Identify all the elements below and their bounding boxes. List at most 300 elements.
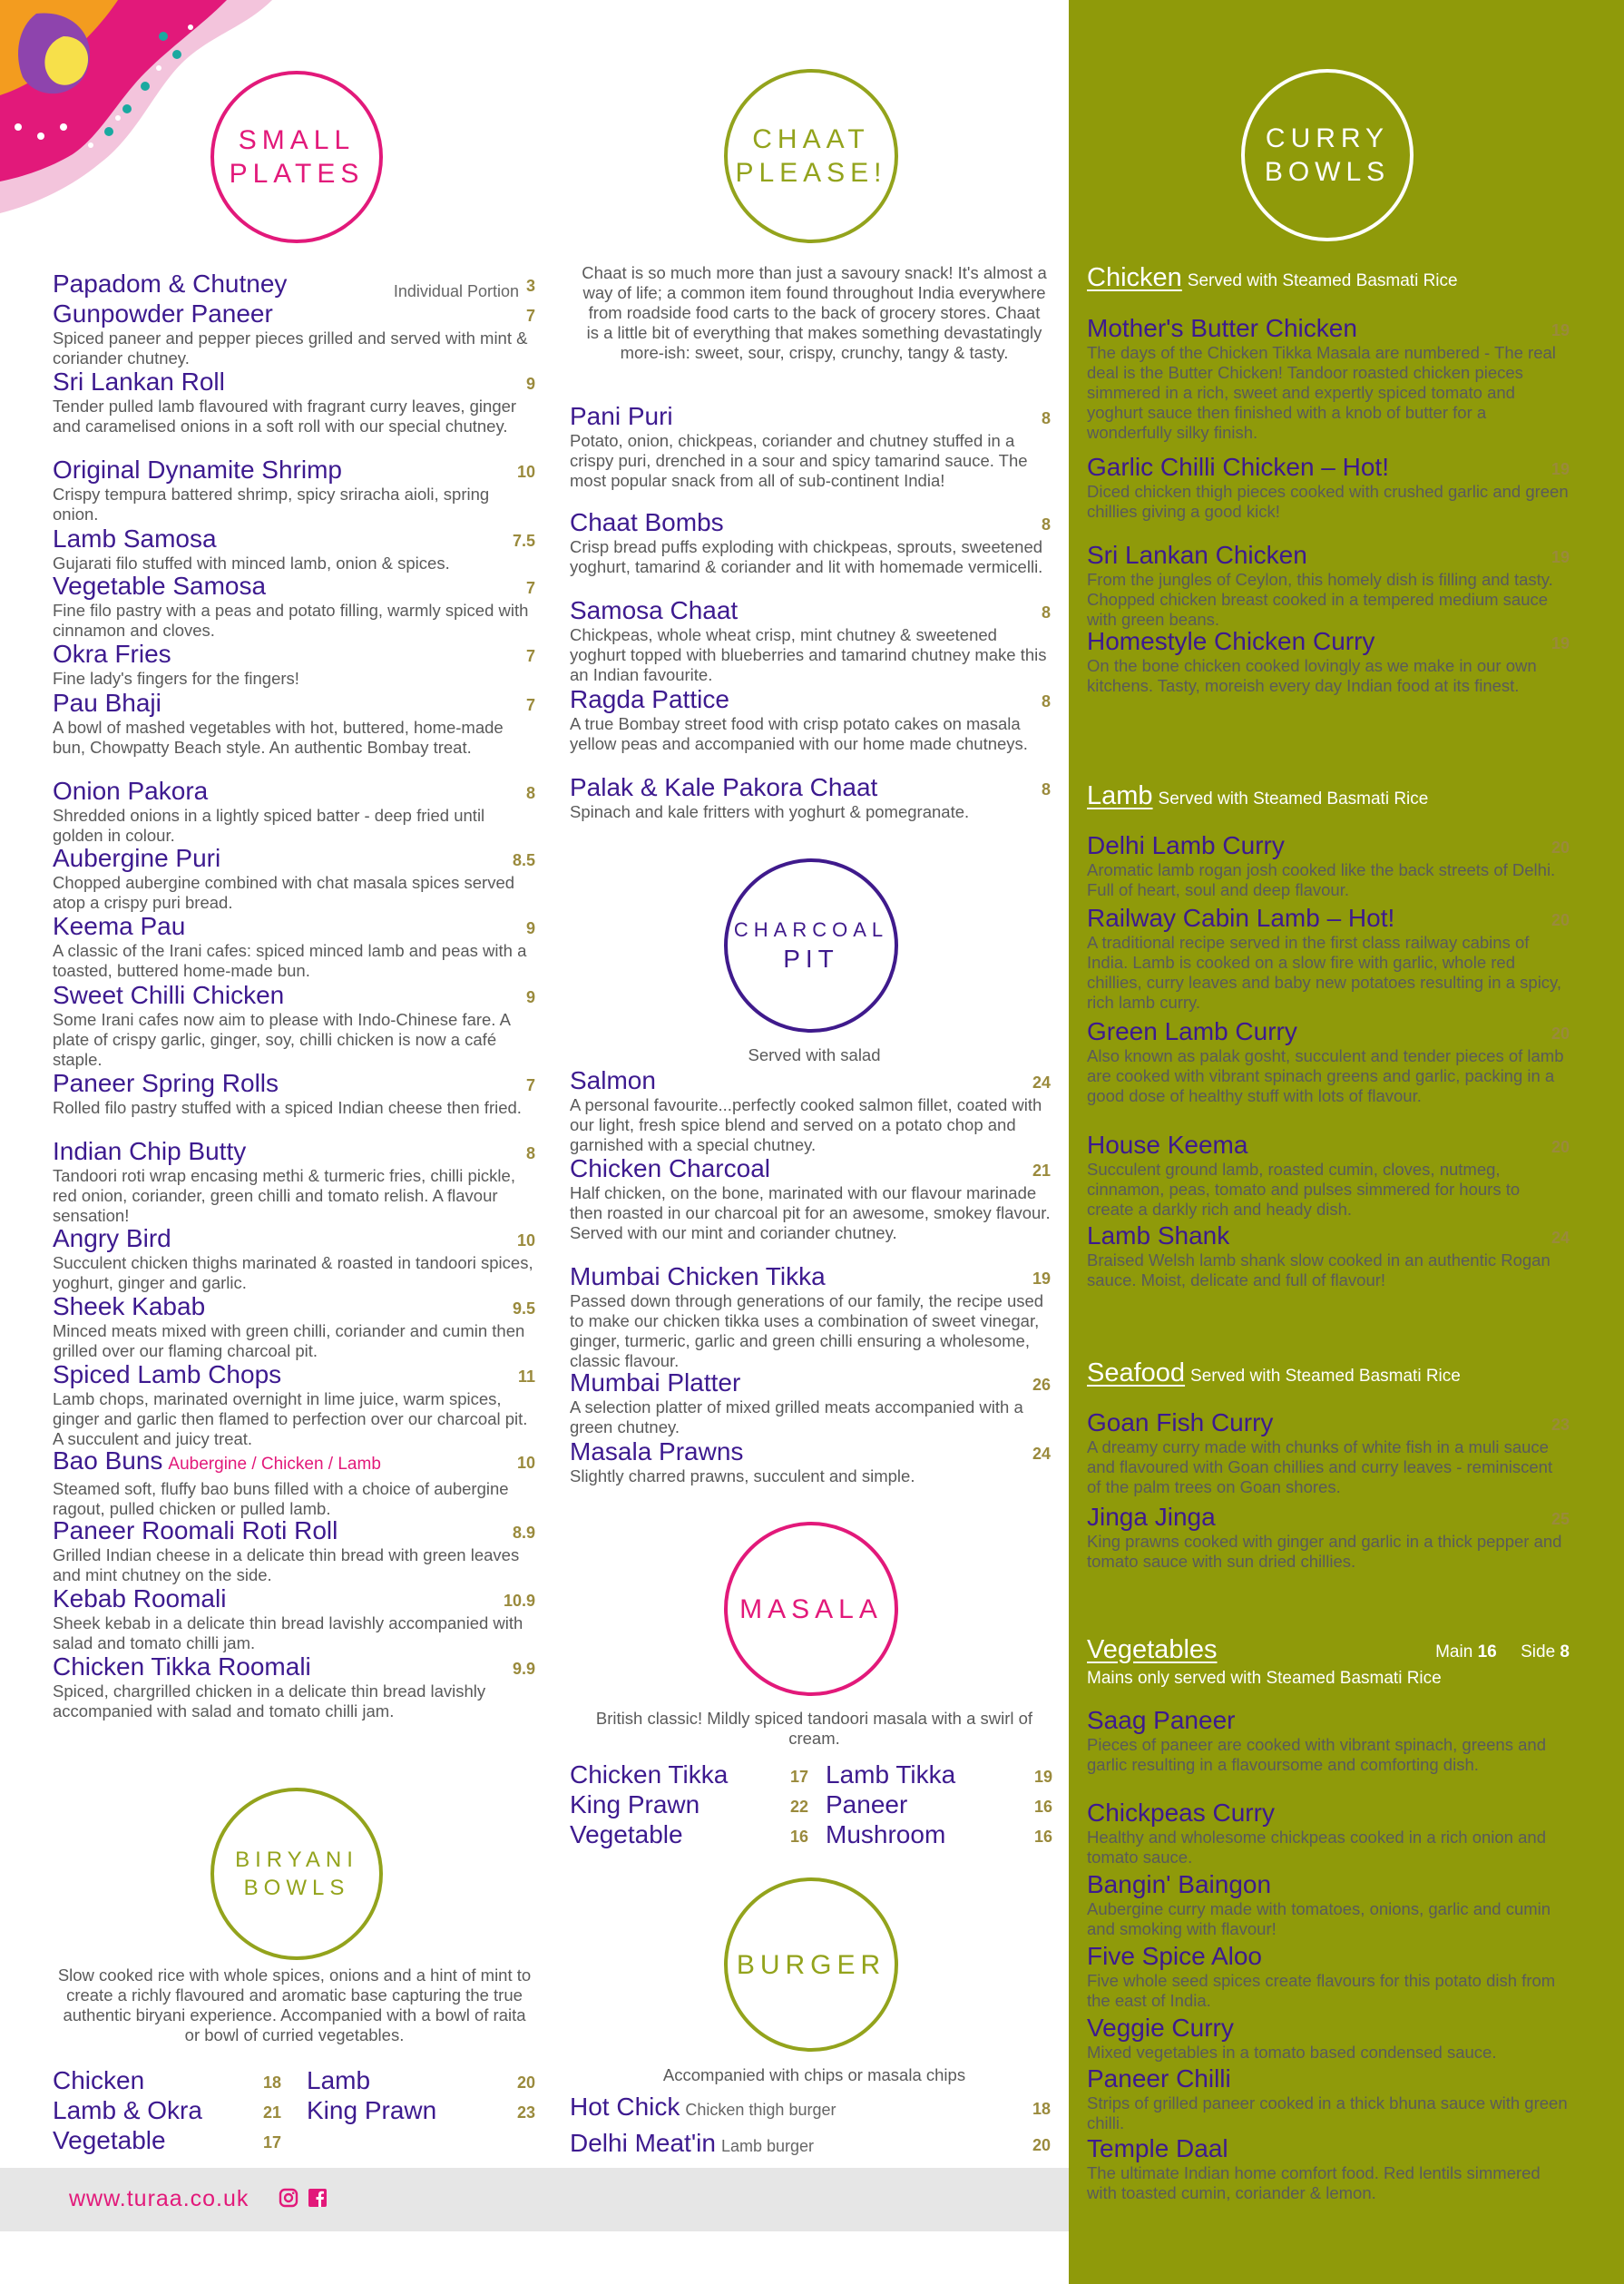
item-price: 24 — [1032, 1445, 1051, 1463]
item-description: Aromatic lamb rogan josh cooked like the back streets of Delhi. Full of heart, soul and deep flavour. — [1087, 860, 1556, 899]
menu-item — [53, 777, 535, 846]
item-price: 23 — [516, 2103, 535, 2122]
item-name: King Prawn — [307, 2096, 437, 2124]
menu-item — [53, 689, 535, 758]
item-name — [570, 1262, 1051, 1291]
item-price: 19 — [1033, 1768, 1052, 1786]
curry-bowls-badge: CURRY BOWLS — [1241, 69, 1414, 241]
item-description: Mixed vegetables in a tomato based condensed sauce. — [1087, 2043, 1497, 2062]
item-name-text: Paneer Chilli — [1087, 2064, 1231, 2093]
item-name-text: Sri Lankan Chicken — [1087, 541, 1307, 569]
item-description: Some Irani cafes now aim to please with Indo-Chinese fare. A plate of crispy garlic, ginger, soy, chilli chicken is now a café staple. — [53, 1010, 510, 1069]
item-price: 20 — [1551, 838, 1570, 857]
item-price: 8 — [1041, 780, 1051, 799]
chaat-please-badge: CHAAT PLEASE! — [724, 69, 898, 243]
item-price: 20 — [1551, 1024, 1570, 1043]
item-description: A dreamy curry made with chunks of white fish in a muli sauce and flavoured with Goan chillies and curry leaves - reminiscent of the palm trees on Goan shores. — [1087, 1437, 1553, 1496]
item-name-text: Veggie Curry — [1087, 2014, 1234, 2042]
item-description: Strips of grilled paneer cooked in a thick bhuna sauce with green chilli. — [1087, 2093, 1568, 2132]
item-name — [53, 640, 535, 669]
item-price: 10 — [516, 463, 535, 481]
item-price: 16 — [1033, 1798, 1052, 1816]
menu-item — [53, 299, 535, 368]
menu-item — [570, 1820, 808, 1849]
menu-item — [53, 1069, 535, 1118]
menu-item — [1087, 2064, 1570, 2133]
item-price: 10 — [516, 1231, 535, 1250]
item-name — [1087, 2064, 1570, 2093]
item-name-text: Railway Cabin Lamb – Hot! — [1087, 904, 1395, 932]
facebook-icon[interactable] — [308, 2188, 328, 2208]
item-price: 23 — [1551, 1416, 1570, 1434]
item-price: 18 — [262, 2073, 281, 2092]
menu-item — [1087, 541, 1570, 630]
item-description: A classic of the Irani cafes: spiced minced lamb and peas with a toasted, buttered home-made bun. — [53, 941, 527, 980]
menu-item — [570, 1154, 1051, 1243]
small-plates-badge: SMALL PLATES — [210, 71, 383, 243]
item-name: Mushroom — [826, 1820, 946, 1848]
item-price: 8 — [525, 1144, 535, 1162]
item-name-text: Okra Fries — [53, 640, 171, 668]
item-description: On the bone chicken cooked lovingly as we make in our own kitchens. Tasty, moreish every day Indian food at its finest. — [1087, 656, 1537, 695]
item-name-text: Lamb Shank — [1087, 1221, 1230, 1250]
item-price: 16 — [789, 1828, 808, 1846]
biryani-intro: Slow cooked rice with whole spices, onions and a hint of mint to create a richly flavoured and aromatic base capturing the true authentic biryani experience. Accompanied with a bowl of raita or bowl of curried vegetables. — [57, 1965, 532, 2044]
item-description: Succulent ground lamb, roasted cumin, cloves, nutmeg, cinnamon, peas, tomato and pulses simmered for hours to create a darkly rich and heady dish. — [1087, 1160, 1521, 1219]
item-description: Potato, onion, chickpeas, coriander and chutney stuffed in a crispy puri, drenched in a sour and spicy tamarind sauce. The most popular snack from all of sub-continent India! — [570, 431, 1028, 490]
item-name — [53, 1137, 535, 1166]
menu-item — [570, 773, 1051, 822]
menu-item — [307, 2096, 535, 2125]
masala-badge: MASALA — [724, 1522, 898, 1696]
item-name — [570, 1437, 1051, 1466]
menu-item — [570, 508, 1051, 577]
menu-item — [53, 2066, 281, 2095]
item-description: Rolled filo pastry stuffed with a spiced Indian cheese then fried. — [53, 1098, 522, 1117]
item-price: 20 — [1032, 2136, 1051, 2154]
menu-item — [1087, 1870, 1570, 1939]
item-name-text: Sweet Chilli Chicken — [53, 981, 285, 1009]
item-description: Five whole seed spices create flavours for this potato dish from the east of India. — [1087, 1971, 1556, 2010]
item-price: 9 — [525, 375, 535, 393]
item-name-text: Chaat Bombs — [570, 508, 724, 536]
item-description: Chickpeas, whole wheat crisp, mint chutney & sweetened yoghurt topped with blueberries and tamarind chutney make this an Indian favourite. — [570, 625, 1047, 684]
item-name-text: Pani Puri — [570, 402, 673, 430]
item-description: Chopped aubergine combined with chat masala spices served atop a crispy puri bread. — [53, 873, 515, 912]
item-description: Tender pulled lamb flavoured with fragrant curry leaves, ginger and caramelised onions in a soft roll with our special chutney. — [53, 397, 517, 436]
item-name — [53, 912, 535, 941]
item-name-text: Salmon — [570, 1066, 656, 1094]
item-price: 7 — [525, 647, 535, 665]
menu-item — [1087, 1799, 1570, 1867]
item-name-text: Ragda Pattice — [570, 685, 729, 713]
menu-item — [570, 1262, 1051, 1371]
item-name — [1087, 1942, 1570, 1971]
menu-item — [826, 1820, 1052, 1849]
item-price: 26 — [1032, 1376, 1051, 1394]
item-name — [570, 1066, 1051, 1095]
section-subtitle: Mains only served with Steamed Basmati Rice — [1087, 1669, 1442, 1688]
item-name — [53, 1584, 535, 1613]
menu-item — [1087, 2134, 1570, 2203]
item-name — [1087, 1017, 1570, 1046]
section-title: Vegetables — [1087, 1635, 1218, 1664]
item-note: Individual Portion — [393, 282, 519, 300]
menu-item — [53, 270, 535, 299]
item-name-text: Vegetable Samosa — [53, 572, 267, 600]
item-name-text: Kebab Roomali — [53, 1584, 227, 1613]
item-name — [53, 299, 535, 328]
item-name-text: Sheek Kabab — [53, 1292, 206, 1320]
item-name-text: Original Dynamite Shrimp — [53, 456, 342, 484]
item-price: 8 — [525, 784, 535, 802]
item-price: 9 — [525, 919, 535, 937]
item-name — [1087, 453, 1570, 482]
item-price: 10.9 — [503, 1592, 535, 1610]
menu-item — [1087, 831, 1570, 900]
item-name-text: Lamb Samosa — [53, 524, 217, 553]
item-name-text: Paneer Roomali Roti Roll — [53, 1516, 338, 1544]
item-name — [570, 596, 1051, 625]
item-price: 21 — [1032, 1162, 1051, 1180]
menu-item — [53, 1446, 535, 1519]
section-header — [1087, 263, 1570, 293]
item-name: Vegetable — [570, 1820, 683, 1848]
item-name — [53, 456, 535, 485]
item-description: King prawns cooked with ginger and garlic in a thick pepper and tomato sauce with sun dried chillies. — [1087, 1532, 1562, 1571]
small-plates-column — [0, 0, 563, 2284]
item-price: 20 — [1551, 911, 1570, 929]
item-name — [53, 1516, 535, 1545]
item-name-text: Indian Chip Butty — [53, 1137, 247, 1165]
item-name-text: Onion Pakora — [53, 777, 209, 805]
item-price: 10 — [516, 1454, 535, 1472]
item-price: 8 — [1041, 692, 1051, 711]
item-name — [1087, 1221, 1570, 1250]
menu-item — [53, 1584, 535, 1653]
menu-item — [53, 2096, 281, 2125]
item-price: 9.9 — [512, 1660, 535, 1678]
item-description: Minced meats mixed with green chilli, coriander and cumin then grilled over our flaming charcoal pit. — [53, 1321, 525, 1360]
item-description: A selection platter of mixed grilled meats accompanied with a green chutney. — [570, 1397, 1023, 1436]
item-price: 19 — [1551, 460, 1570, 478]
item-price: 19 — [1551, 321, 1570, 339]
item-name-text: Samosa Chaat — [570, 596, 739, 624]
item-description: Steamed soft, fluffy bao buns filled with a choice of aubergine ragout, pulled chicken or pulled lamb. — [53, 1479, 509, 1518]
item-name: Vegetable — [53, 2126, 166, 2154]
item-name-text: Garlic Chilli Chicken – Hot! — [1087, 453, 1389, 481]
item-price: 8 — [1041, 409, 1051, 427]
item-description: Pieces of paneer are cooked with vibrant spinach, greens and garlic resulting in a flavoursome and comforting dish. — [1087, 1735, 1546, 1774]
item-name — [53, 1652, 535, 1681]
item-name-text: Pau Bhaji — [53, 689, 161, 717]
menu-item — [570, 1066, 1051, 1155]
section-prices — [1435, 1642, 1570, 1662]
item-description: Succulent chicken thighs marinated & roasted in tandoori spices, yoghurt, ginger and garlic. — [53, 1253, 533, 1292]
charcoal-pit-badge: CHARCOAL PIT — [724, 858, 898, 1033]
item-name — [570, 1368, 1051, 1397]
item-description: The days of the Chicken Tikka Masala are numbered - The real deal is the Butter Chicken! Tandoor roasted chicken pieces simmered in a rich, sweet and expertly spiced tomato and yoghurt sauce then finished with a knob of butter for a wonderfully silky finish. — [1087, 343, 1556, 442]
item-name-text: Papadom & Chutney — [53, 270, 288, 298]
charcoal-intro: Served with salad — [748, 1045, 881, 1064]
item-description: Fine filo pastry with a peas and potato filling, warmly spiced with cinnamon and cloves. — [53, 601, 529, 640]
item-name-text: Sri Lankan Roll — [53, 368, 225, 396]
item-price: 11 — [517, 1367, 535, 1386]
item-name-text: Chickpeas Curry — [1087, 1799, 1275, 1827]
item-price: 17 — [262, 2133, 281, 2152]
menu-item — [570, 2129, 1051, 2158]
item-description: Crispy tempura battered shrimp, spicy sriracha aioli, spring onion. — [53, 485, 490, 524]
item-name-text: Angry Bird — [53, 1224, 171, 1252]
item-name — [1087, 314, 1570, 343]
item-name — [1087, 1799, 1570, 1828]
item-price: 7 — [525, 579, 535, 597]
item-name — [53, 689, 535, 718]
item-price: 8.5 — [512, 851, 535, 869]
item-name-text: Saag Paneer — [1087, 1706, 1236, 1734]
item-description: Healthy and wholesome chickpeas cooked in a rich onion and tomato sauce. — [1087, 1828, 1546, 1867]
item-description: Also known as palak gosht, succulent and tender pieces of lamb are cooked with vibrant spinach greens and garlic, packing in a good dose of healthy stuff with lots of flavour. — [1087, 1046, 1564, 1105]
section-header — [1087, 1358, 1570, 1388]
section-subtitle: Served with Steamed Basmati Rice — [1187, 271, 1458, 290]
item-price: 24 — [1032, 1073, 1051, 1092]
item-description: Braised Welsh lamb shank slow cooked in an authentic Rogan sauce. Moist, delicate and full of flavour! — [1087, 1250, 1551, 1289]
chaat-intro: Chaat is so much more than just a savoury snack! It's almost a way of life; a common item found throughout India everywhere from roadside food carts to the back of grocery stores. Chaat is a little bit of everything that makes something devastatingly more-ish: sweet, sour, crispy, crunchy, tangy & tasty. — [582, 263, 1047, 362]
burger-badge: BURGER — [724, 1877, 898, 2052]
item-name — [1087, 2014, 1570, 2043]
item-price: 18 — [1032, 2100, 1051, 2118]
item-price: 19 — [1551, 634, 1570, 652]
section-subtitle: Served with Steamed Basmati Rice — [1158, 789, 1429, 809]
item-name-text: Palak & Kale Pakora Chaat — [570, 773, 878, 801]
item-name-text: Green Lamb Curry — [1087, 1017, 1297, 1045]
menu-item — [570, 1790, 808, 1819]
main-label: Main — [1435, 1642, 1473, 1662]
item-price: 19 — [1551, 548, 1570, 566]
item-name: Delhi Meat'in — [570, 2129, 716, 2157]
item-name: Lamb — [307, 2066, 371, 2094]
item-price: 3 — [525, 277, 535, 295]
menu-item — [53, 1652, 535, 1721]
website-link[interactable]: www.turaa.co.uk — [69, 2186, 249, 2211]
item-name — [53, 524, 535, 554]
instagram-icon[interactable] — [279, 2188, 298, 2208]
item-name-text: Paneer Spring Rolls — [53, 1069, 279, 1097]
menu-item — [53, 368, 535, 436]
item-description: Slightly charred prawns, succulent and simple. — [570, 1466, 915, 1485]
item-name — [1087, 2134, 1570, 2163]
item-name-text: Mother's Butter Chicken — [1087, 314, 1357, 342]
item-price: 8.9 — [512, 1524, 535, 1542]
menu-item — [570, 1437, 1051, 1486]
menu-item — [307, 2066, 535, 2095]
item-name — [570, 402, 1051, 431]
item-name-text: Mumbai Platter — [570, 1368, 741, 1397]
item-name: Paneer — [826, 1790, 908, 1818]
menu-item — [53, 1360, 535, 1449]
item-name — [1087, 627, 1570, 656]
item-price: 8 — [1041, 603, 1051, 622]
item-description: Diced chicken thigh pieces cooked with crushed garlic and green chillies giving a good kick! — [1087, 482, 1569, 521]
section-header — [1087, 781, 1570, 811]
item-description: Grilled Indian cheese in a delicate thin bread with green leaves and mint chutney on the side. — [53, 1545, 520, 1584]
item-description: Shredded onions in a lightly spiced batter - deep fried until golden in colour. — [53, 806, 485, 845]
item-name-text: Mumbai Chicken Tikka — [570, 1262, 826, 1290]
item-price: 7 — [525, 1076, 535, 1094]
masala-intro: British classic! Mildly spiced tandoori masala with a swirl of cream. — [595, 1709, 1033, 1748]
item-price: 7 — [525, 696, 535, 714]
item-price: 9 — [525, 988, 535, 1006]
menu-item — [570, 685, 1051, 754]
item-name-text: Delhi Lamb Curry — [1087, 831, 1285, 859]
item-name — [1087, 1870, 1570, 1899]
item-description: Crisp bread puffs exploding with chickpeas, sprouts, sweetened yoghurt, tamarind & coriander and lit with homemade vermicelli. — [570, 537, 1043, 576]
item-name-text: House Keema — [1087, 1131, 1248, 1159]
item-description: Tandoori roti wrap encasing methi & turmeric fries, chilli pickle, red onion, coriander, green chilli and tomato relish. A flavour sensation! — [53, 1166, 515, 1225]
item-name — [53, 572, 535, 601]
item-description: A bowl of mashed vegetables with hot, buttered, home-made bun, Chowpatty Beach style. An authentic Bombay treat. — [53, 718, 504, 757]
item-price: 24 — [1551, 1229, 1570, 1247]
item-description: Spiced paneer and pepper pieces grilled and served with mint & coriander chutney. — [53, 328, 528, 368]
item-name — [53, 1446, 535, 1479]
menu-item — [1087, 904, 1570, 1013]
side-label: Side — [1521, 1642, 1556, 1662]
menu-item — [53, 981, 535, 1070]
item-name-text: Bao Buns — [53, 1446, 163, 1475]
item-name-text: Bangin' Baingon — [1087, 1870, 1272, 1898]
menu-item — [1087, 453, 1570, 522]
item-description: Fine lady's fingers for the fingers! — [53, 669, 299, 688]
item-name-text: Chicken Tikka Roomali — [53, 1652, 311, 1681]
menu-item — [1087, 1221, 1570, 1290]
item-price: 7.5 — [512, 532, 535, 550]
menu-item — [826, 1790, 1052, 1819]
item-name — [53, 270, 535, 299]
item-description: Gujarati filo stuffed with minced lamb, onion & spices. — [53, 554, 450, 573]
item-name — [1087, 1503, 1570, 1532]
menu-item — [53, 524, 535, 573]
menu-item — [1087, 1706, 1570, 1775]
item-price: 9.5 — [512, 1299, 535, 1318]
chaat-column — [563, 0, 1069, 2284]
item-description: Passed down through generations of our family, the recipe used to make our chicken tikka uses a combination of sweet vinegar, ginger, turmeric, garlic and green chilli ensuring a wholesome, classic flavour. — [570, 1291, 1044, 1370]
item-name-text: Homestyle Chicken Curry — [1087, 627, 1375, 655]
item-name-text: Five Spice Aloo — [1087, 1942, 1262, 1970]
item-name — [1087, 1131, 1570, 1160]
section-subtitle: Served with Steamed Basmati Rice — [1190, 1367, 1461, 1386]
item-name — [53, 1360, 535, 1389]
item-name — [570, 508, 1051, 537]
section-title: Seafood — [1087, 1358, 1186, 1387]
item-description: Spinach and kale fritters with yoghurt & pomegranate. — [570, 802, 970, 821]
item-name — [53, 1069, 535, 1098]
side-price: 8 — [1560, 1642, 1570, 1662]
item-description: Lamb chops, marinated overnight in lime juice, warm spices, ginger and garlic then flamed to perfection over our charcoal pit. A succulent and juicy treat. — [53, 1389, 528, 1448]
menu-item — [53, 1224, 535, 1293]
item-name-text: Keema Pau — [53, 912, 186, 940]
item-description: A traditional recipe served in the first class railway cabins of India. Lamb is cooked on a slow fire with garlic, whole red chillies, curry leaves and baby new potatoes resulting in a spicy, rich lamb curry. — [1087, 933, 1562, 1012]
item-name — [1087, 541, 1570, 570]
menu-item — [570, 1368, 1051, 1437]
menu-item — [1087, 1408, 1570, 1497]
item-name — [53, 1292, 535, 1321]
menu-item — [570, 2093, 1051, 2122]
item-description: From the jungles of Ceylon, this homely dish is filling and tasty. Chopped chicken breast cooked in a tempered medium sauce with green beans. — [1087, 570, 1553, 629]
item-name-text: Goan Fish Curry — [1087, 1408, 1274, 1436]
item-description: Half chicken, on the bone, marinated with our flavour marinade then roasted in our charcoal pit for an awesome, smokey flavour. Served with our mint and coriander chutney. — [570, 1183, 1051, 1242]
menu-item — [570, 402, 1051, 491]
item-name: King Prawn — [570, 1790, 700, 1818]
menu-item — [1087, 1017, 1570, 1106]
item-name: Hot Chick — [570, 2093, 680, 2121]
item-price: 25 — [1551, 1510, 1570, 1528]
menu-item — [53, 2126, 281, 2155]
menu-item — [53, 572, 535, 641]
item-name: Lamb & Okra — [53, 2096, 202, 2124]
item-name: Chicken Tikka — [570, 1760, 729, 1789]
item-name — [1087, 904, 1570, 933]
item-description: The ultimate Indian home comfort food. Red lentils simmered with toasted cumin, coriander & lemon. — [1087, 2163, 1541, 2202]
menu-item — [570, 1760, 808, 1789]
item-name — [53, 844, 535, 873]
burger-intro: Accompanied with chips or masala chips — [662, 2065, 966, 2084]
item-note: Chicken thigh burger — [685, 2101, 836, 2119]
item-name-text: Spiced Lamb Chops — [53, 1360, 282, 1388]
item-description: Sheek kebab in a delicate thin bread lavishly accompanied with salad and tomato chilli jam. — [53, 1613, 523, 1652]
item-price: 20 — [1551, 1138, 1570, 1156]
item-note: Lamb burger — [720, 2137, 815, 2155]
menu-item — [1087, 314, 1570, 443]
item-price: 16 — [1033, 1828, 1052, 1846]
menu-item — [1087, 627, 1570, 696]
item-name — [53, 981, 535, 1010]
item-name: Chicken — [53, 2066, 145, 2094]
item-price: 20 — [516, 2073, 535, 2092]
menu-item — [53, 912, 535, 981]
menu-item — [53, 1292, 535, 1361]
item-name — [1087, 1408, 1570, 1437]
biryani-bowls-badge: BIRYANI BOWLS — [210, 1788, 383, 1960]
item-name: Lamb Tikka — [826, 1760, 956, 1789]
item-description: Aubergine curry made with tomatoes, onions, garlic and cumin and smoking with flavour! — [1087, 1899, 1551, 1938]
item-name — [53, 777, 535, 806]
item-name — [570, 685, 1051, 714]
menu-item — [1087, 1942, 1570, 2011]
footer-bar — [0, 2168, 1069, 2231]
item-options: Aubergine / Chicken / Lamb — [168, 1455, 381, 1474]
menu-item — [570, 596, 1051, 685]
menu-item — [53, 640, 535, 689]
item-price: 8 — [1041, 515, 1051, 534]
item-name — [53, 1224, 535, 1253]
item-description: Spiced, chargrilled chicken in a delicate thin bread lavishly accompanied with salad and tomato chilli jam. — [53, 1681, 486, 1720]
item-price: 21 — [262, 2103, 281, 2122]
item-description: A true Bombay street food with crisp potato cakes on masala yellow peas and accompanied with our home made chutneys. — [570, 714, 1028, 753]
item-name — [53, 368, 535, 397]
menu-item — [53, 456, 535, 524]
item-name — [1087, 831, 1570, 860]
menu-item — [826, 1760, 1052, 1789]
item-name-text: Temple Daal — [1087, 2134, 1228, 2162]
menu-item — [53, 1516, 535, 1585]
item-name-text: Jinga Jinga — [1087, 1503, 1216, 1531]
item-name-text: Chicken Charcoal — [570, 1154, 770, 1182]
item-price: 19 — [1032, 1269, 1051, 1288]
item-name-text: Masala Prawns — [570, 1437, 744, 1465]
section-header — [1087, 1635, 1570, 1689]
item-name-text: Aubergine Puri — [53, 844, 221, 872]
section-title: Lamb — [1087, 781, 1153, 810]
